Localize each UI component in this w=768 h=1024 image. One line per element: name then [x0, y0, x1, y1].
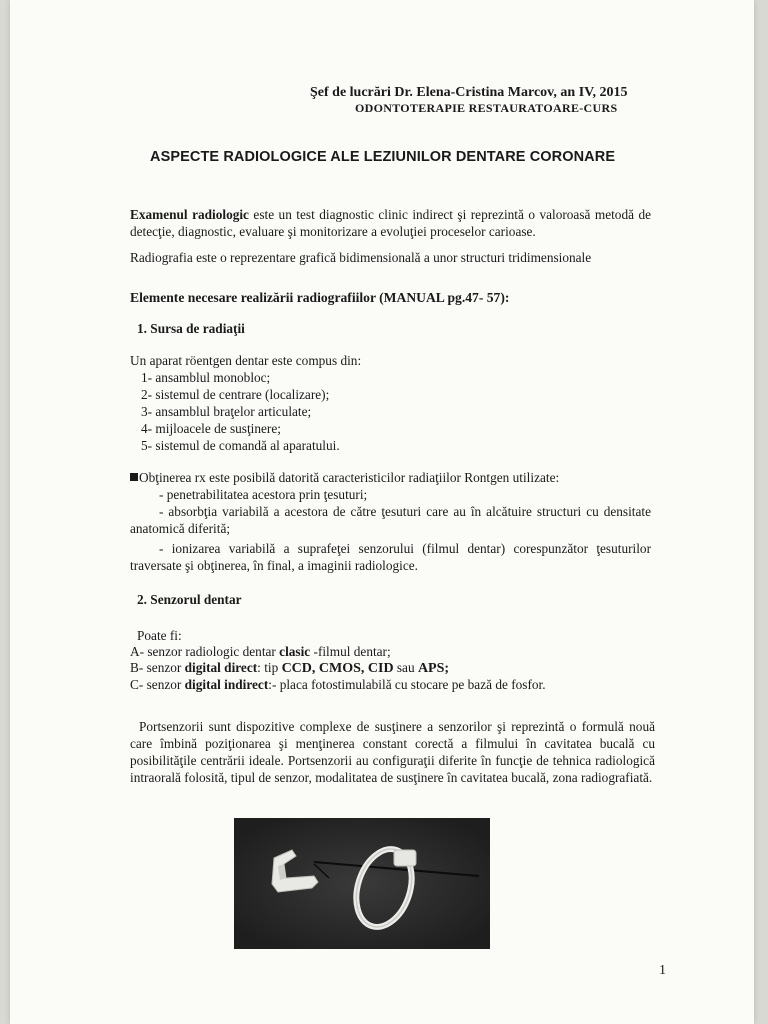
section1-lead: Un aparat röentgen dentar este compus din: [130, 353, 362, 368]
author-line: Şef de lucrări Dr. Elena-Cristina Marcov, an IV, 2015 [310, 85, 628, 100]
document-title: ASPECTE RADIOLOGICE ALE LEZIUNILOR DENTARE CORONARE [150, 149, 616, 165]
obtain-item-3: - ionizarea variabilă a suprafeţei senzorului (filmul dentar) corespunzător ţesuturilor traversate şi obţinerea, în final, a imaginii radiologice. [130, 541, 651, 573]
sensor-holder-illustration [234, 818, 490, 949]
intro-bold: Examenul radiologic [130, 207, 249, 222]
page-number: 1 [659, 963, 666, 978]
list-item: 3- ansamblul braţelor articulate; [141, 404, 312, 419]
obtain-lead: Obţinerea rx este posibilă datorită caracteristicilor radiaţiilor Rontgen utilizate: [130, 469, 559, 486]
list-item: 5- sistemul de comandă al aparatului. [141, 438, 340, 453]
components-list [141, 369, 340, 454]
sensor-holder-photo [234, 818, 490, 949]
radiografia-paragraph: Radiografia este o reprezentare grafică bidimensională a unor structuri tridimensionale [130, 250, 592, 265]
list-item: 2- sistemul de centrare (localizare); [141, 387, 330, 402]
sensor-option-c: C- senzor digital indirect:- placa fotostimulabilă cu stocare pe bază de fosfor. [130, 677, 546, 692]
square-bullet-icon [130, 473, 138, 481]
portsenzori-paragraph: Portsenzorii sunt dispozitive complexe de susţinere a senzorilor şi reprezintă o formulă nouă care îmbină poziţionarea şi menţinerea constant corectă a filmului în cavitatea bucală cu posibilităţile centrării ideale. Portsenzorii au configuraţii diferite în funcţie de tehnica radiologică intraorală folosită, tipul de senzor, modalitatea de susţinere în cavitatea bucală, zona radiografiată. [130, 719, 655, 785]
list-item: 4- mijloacele de susţinere; [141, 421, 281, 436]
obtain-item-2: - absorbţia variabilă a acestora de către ţesuturi care au în alcătuire structuri cu densitate anatomică diferită; [130, 504, 651, 536]
elements-heading: Elemente necesare realizării radiografiilor (MANUAL pg.47- 57): [130, 290, 510, 305]
section2-lead: Poate fi: [137, 628, 182, 643]
course-name: ODONTOTERAPIE RESTAURATOARE-CURS [355, 101, 618, 115]
intro-paragraph [130, 206, 651, 240]
list-item: 1- ansamblul monobloc; [141, 370, 271, 385]
intro-text: este un test diagnostic clinic indirect şi reprezintă o valoroasă metodă de detecţie, diagnostic, evaluare şi monitorizare a evoluţiei proceselor carioase. [130, 207, 651, 239]
sensor-option-b: B- senzor digital direct: tip CCD, CMOS, CID sau APS; [130, 660, 450, 676]
section1-heading: 1. Sursa de radiaţii [137, 321, 245, 336]
document-page [10, 0, 754, 1024]
sensor-option-a: A- senzor radiologic dentar clasic -filmul dentar; [130, 644, 391, 659]
obtain-item-1: - penetrabilitatea acestora prin ţesuturi; [159, 487, 368, 502]
section2-heading: 2. Senzorul dentar [137, 592, 242, 607]
